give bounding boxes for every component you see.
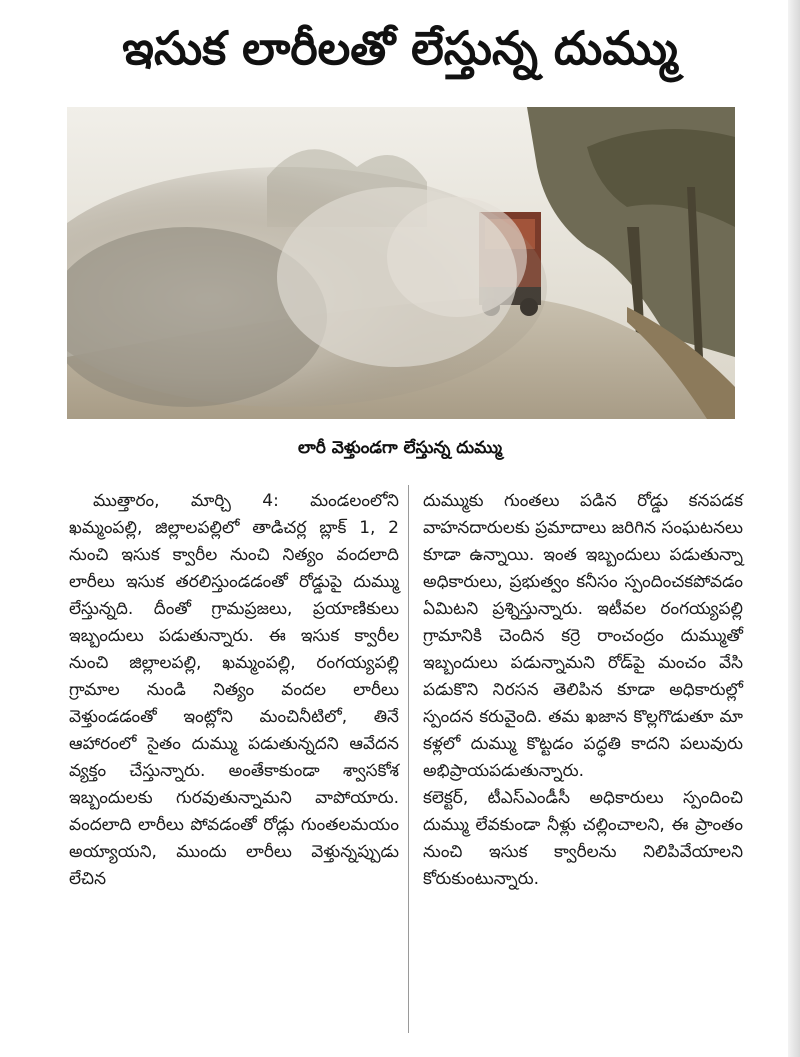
dust-lorry-photo-icon — [67, 107, 735, 419]
column-divider — [408, 485, 409, 1033]
article-paragraph: కలెక్టర్, టీఎస్ఎండీసీ అధికారులు స్పందించి దుమ్ము లేవకుండా నీళ్లు చల్లించాలని, ఈ ప్రాంతం నుంచి ఇసుక క్వారీలను నిలిపివేయాలని కోరుకుంటున్నారు. — [423, 788, 743, 889]
news-photo — [67, 107, 735, 419]
page-edge — [788, 0, 800, 1057]
photo-caption: లారీ వెళ్తుండగా లేస్తున్న దుమ్ము — [297, 438, 503, 458]
article-body-right-column — [423, 488, 743, 893]
article-paragraph: దుమ్ముకు గుంతలు పడిన రోడ్డు కనపడక వాహనదారులకు ప్రమాదాలు జరిగిన సంఘటనలు కూడా ఉన్నాయి. ఇంత ఇబ్బందులు పడుతున్నా అధికారులు, ప్రభుత్వం కనీసం స్పందించకపోవడం ఏమిటని ప్రశ్నిస్తున్నారు. ఇటీవల రంగయ్యపల్లి గ్రామానికి చెందిన కర్రె రాంచంద్రం దుమ్ముతో ఇబ్బందులు పడున్నామని రోడ్‌పై మంచం వేసి పడుకొని నిరసన తెలిపిన కూడా అధికారుల్లో స్పందన కరువైంది. తమ ఖజాన కొల్లగొడుతూ మా కళ్లలో దుమ్ము కొట్టడం పద్ధతి కాదని పలువురు అభిప్రాయపడుతున్నారు. — [423, 491, 743, 781]
article-body-left-column: ముత్తారం, మార్చి 4: మండలంలోని ఖమ్మంపల్లి, జిల్లాలపల్లిలో తాడిచర్ల బ్లాక్ 1, 2 నుంచి ఇసుక క్వారీల నుంచి నిత్యం వందలాది లారీలు ఇసుక తరలిస్తుండడంతో రోడ్డుపై దుమ్ము లేస్తున్నది. దీంతో గ్రామప్రజలు, ప్రయాణికులు ఇబ్బందులు పడుతున్నారు. ఈ ఇసుక క్వారీల నుంచి జిల్లాలపల్లి, ఖమ్మంపల్లి, రంగయ్యపల్లి గ్రామాల నుండి నిత్యం వందల లారీలు వెళ్తుండడంతో ఇంట్లోని మంచినీటిలో, తినే ఆహారంలో సైతం దుమ్ము పడుతున్నదని ఆవేదన వ్యక్తం చేస్తున్నారు. అంతేకాకుండా శ్వాసకోశ ఇబ్బందులకు గురవుతున్నామని వాపోయారు. వందలాది లారీలు పోవడంతో రోడ్లు గుంతలమయం అయ్యాయని, ముందు లారీలు వెళ్తున్నప్పుడు లేచిన — [69, 491, 399, 889]
headline: ఇసుక లారీలతో లేస్తున్న దుమ్ము — [122, 21, 678, 75]
